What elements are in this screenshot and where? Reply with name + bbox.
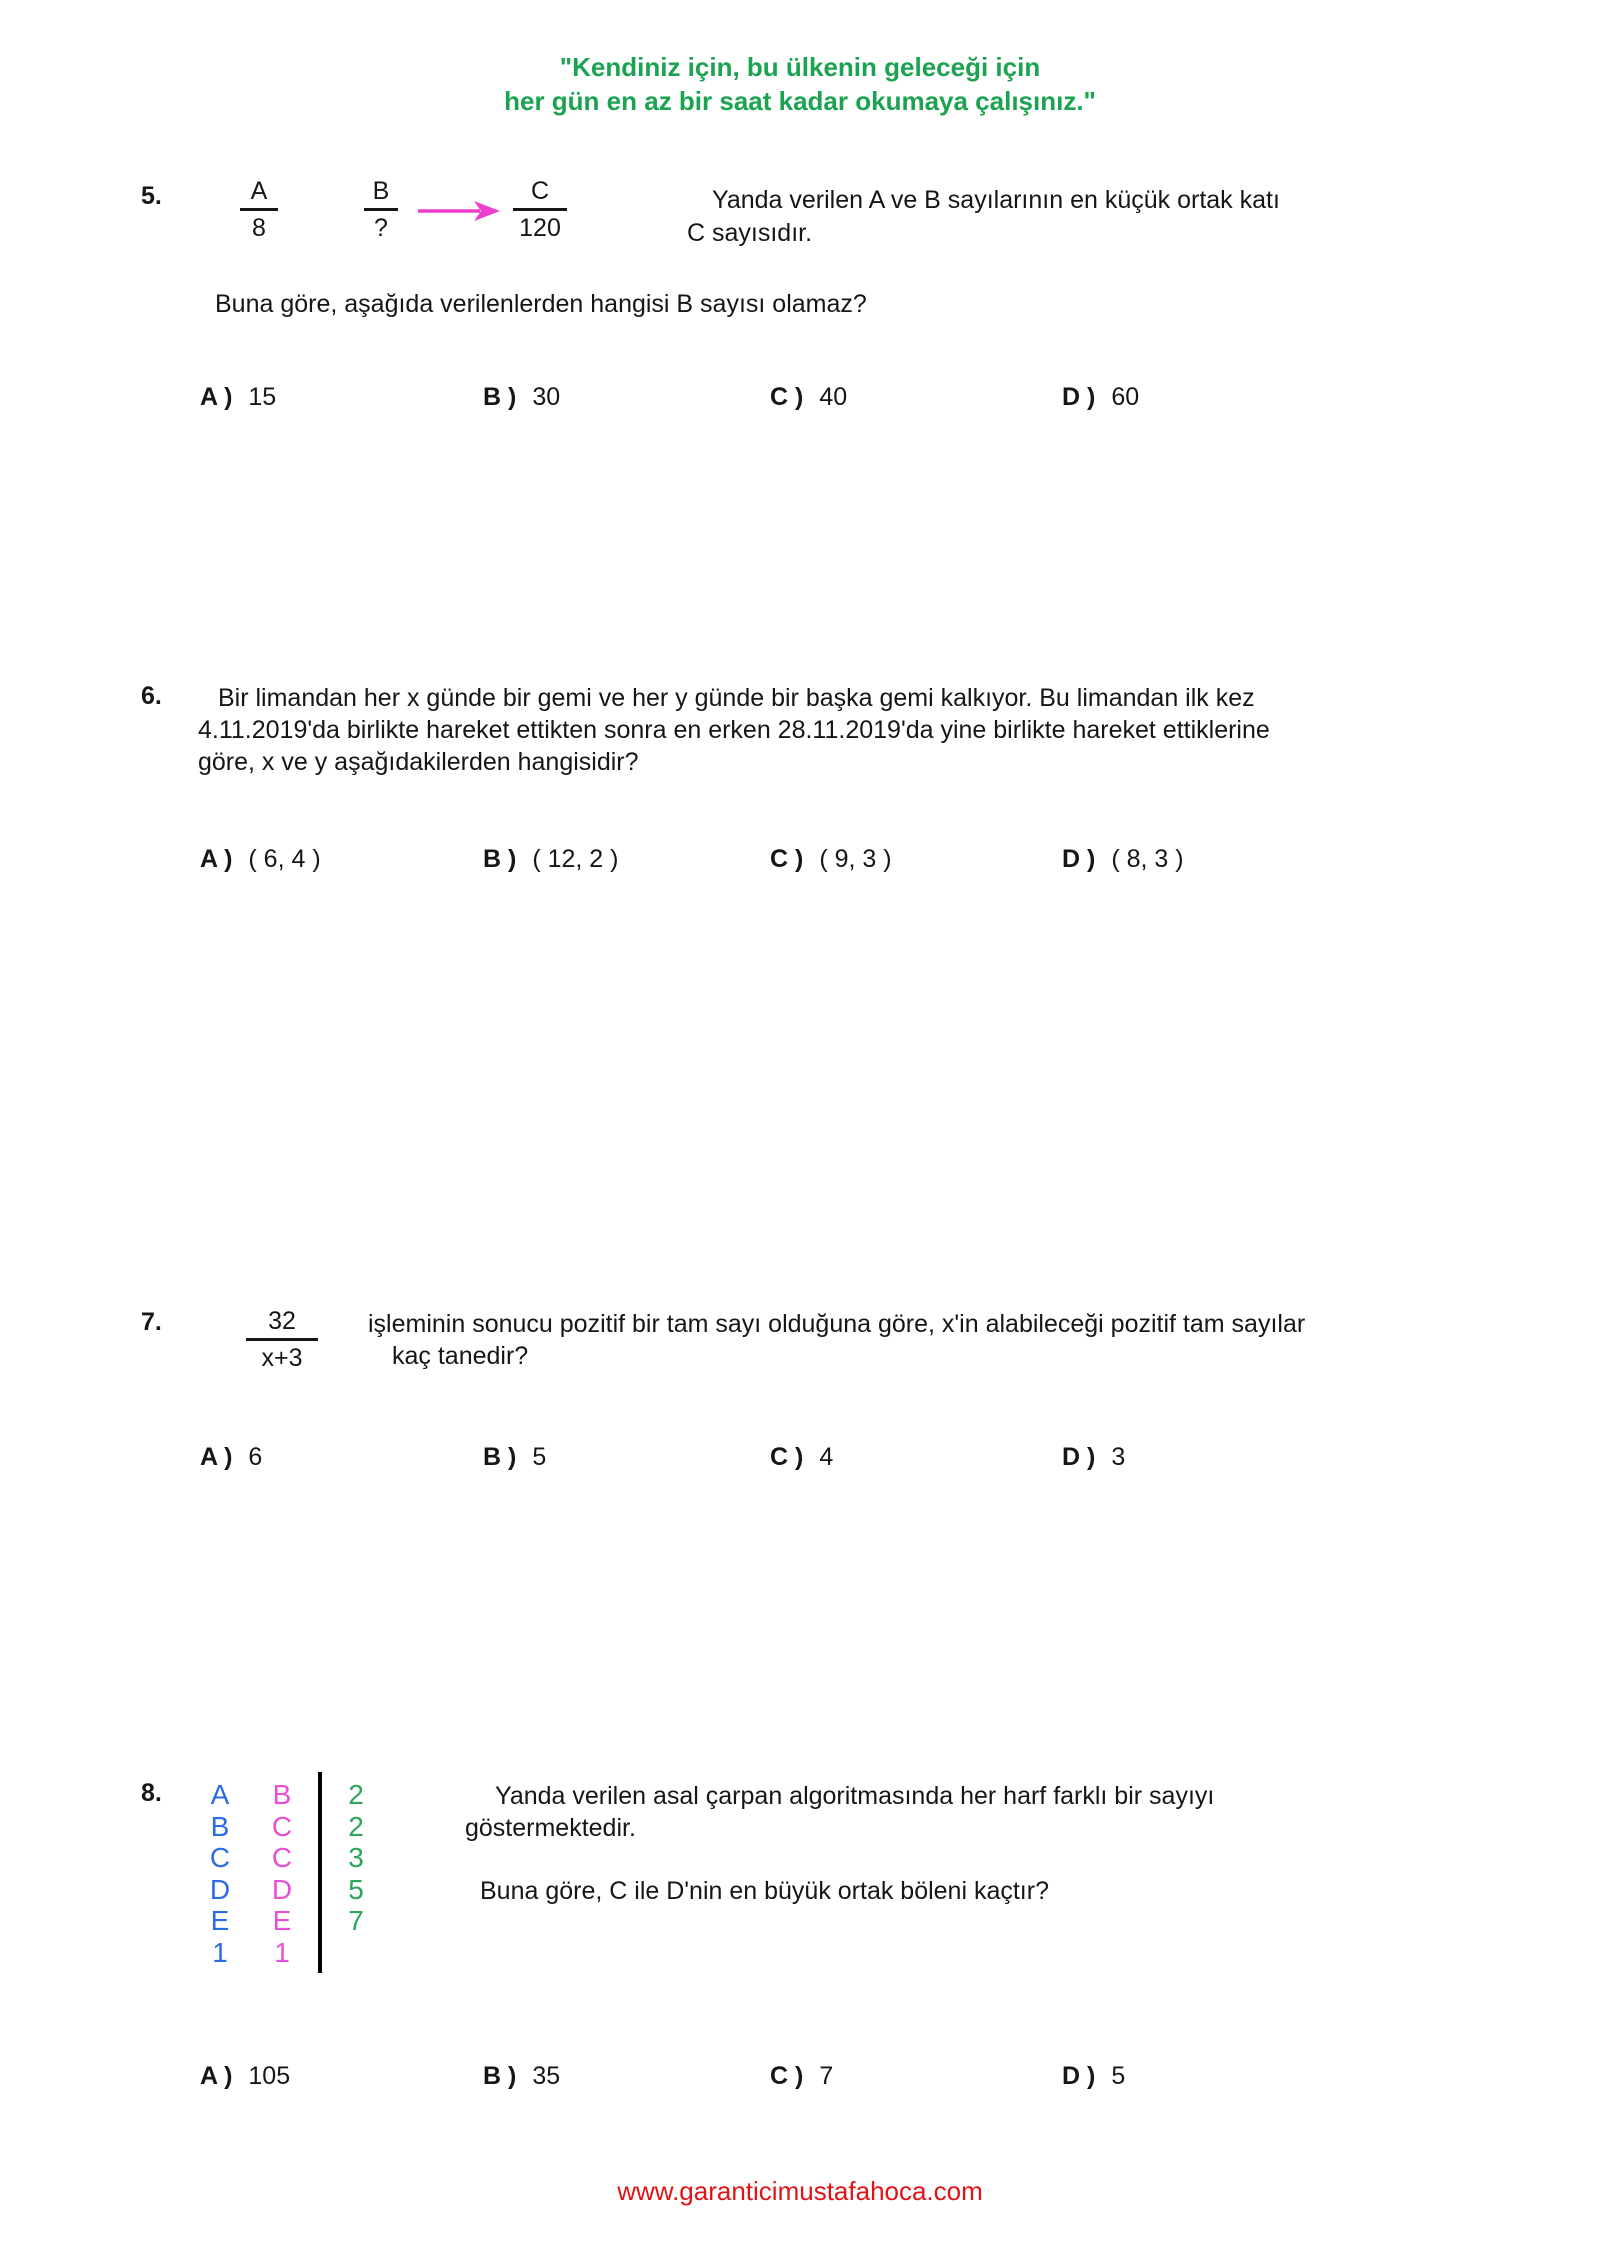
q7-option-a-letter: A )	[200, 1443, 233, 1471]
q7-options-row	[0, 1443, 1600, 1479]
q5-frac1-denominator: 8	[252, 214, 266, 242]
q7-option-b-value: 5	[532, 1443, 547, 1471]
question-8-number: 8.	[141, 1779, 162, 1807]
q8-text-line1: Yanda verilen asal çarpan algoritmasında her harf farklı bir sayıyı	[495, 1782, 1215, 1810]
q6-text-line3: göre, x ve y aşağıdakilerden hangisidir?	[198, 748, 639, 776]
q5-option-a-value: 15	[248, 383, 277, 411]
q7-option-d	[1062, 1443, 1125, 1472]
q6-option-d-letter: D )	[1062, 845, 1096, 873]
q8-algo-middle-row5: E	[272, 1905, 292, 1937]
q7-text-line1: işleminin sonucu pozitif bir tam sayı olduğuna göre, x'in alabileceği pozitif tam sayılar	[368, 1310, 1306, 1338]
q8-option-d-value: 5	[1111, 2062, 1126, 2090]
q5-option-c-value: 40	[819, 383, 848, 411]
q6-text-line1: Bir limandan her x günde bir gemi ve her y günde bir başka gemi kalkıyor. Bu limandan ilk kez	[218, 684, 1255, 712]
q6-option-b	[483, 845, 618, 874]
q8-option-c-value: 7	[819, 2062, 834, 2090]
q6-option-a-value: ( 6, 4 )	[248, 845, 321, 873]
q5-option-b-letter: B )	[483, 383, 517, 411]
q7-option-c-letter: C )	[770, 1443, 804, 1471]
q6-text-line2: 4.11.2019'da birlikte hareket ettikten sonra en erken 28.11.2019'da yine birlikte hareket ettiklerine	[198, 716, 1270, 744]
q8-option-a-value: 105	[248, 2062, 291, 2090]
q7-option-a-value: 6	[248, 1443, 263, 1471]
q8-option-d-letter: D )	[1062, 2062, 1096, 2090]
header-quote-line1: "Kendiniz için, bu ülkenin geleceği için	[559, 52, 1041, 82]
q8-option-b-value: 35	[532, 2062, 561, 2090]
q6-option-c-letter: C )	[770, 845, 804, 873]
q7-option-b-letter: B )	[483, 1443, 517, 1471]
q7-option-d-letter: D )	[1062, 1443, 1096, 1471]
footer-website-url: www.garanticimustafahoca.com	[617, 2176, 983, 2206]
q8-option-b	[483, 2062, 560, 2091]
q6-option-d-value: ( 8, 3 )	[1111, 845, 1184, 873]
q8-option-d	[1062, 2062, 1125, 2091]
q5-frac1-numerator: A	[240, 178, 278, 211]
header-quote	[0, 50, 1600, 118]
q5-question-stem: Buna göre, aşağıda verilenlerden hangisi B sayısı olamaz?	[215, 290, 867, 318]
q5-option-d-letter: D )	[1062, 383, 1096, 411]
q6-option-b-letter: B )	[483, 845, 517, 873]
q8-option-a-letter: A )	[200, 2062, 233, 2090]
q8-algo-left-row1: A	[210, 1779, 230, 1810]
q5-option-c	[770, 383, 847, 412]
q8-algo-middle-row2: C	[271, 1810, 293, 1842]
q6-option-b-value: ( 12, 2 )	[532, 845, 619, 873]
q8-algo-right-row5: 7	[348, 1905, 364, 1937]
q8-algo-middle-row4: D	[271, 1873, 293, 1905]
q8-algo-left-row4: D	[209, 1873, 231, 1905]
q6-option-c-value: ( 9, 3 )	[819, 845, 892, 873]
q5-option-d	[1062, 383, 1139, 412]
q8-algo-right-row4: 5	[348, 1873, 364, 1905]
question-6-number: 6.	[141, 682, 162, 710]
q5-fraction-c-over-120	[513, 178, 567, 243]
q8-algo-right-column	[338, 1779, 374, 1937]
q5-option-a-letter: A )	[200, 383, 233, 411]
q8-options-row	[0, 2062, 1600, 2098]
q5-options-row	[0, 383, 1600, 419]
q7-frac-denominator: x+3	[261, 1344, 303, 1372]
question-5-number: 5.	[141, 182, 162, 210]
q7-option-a	[200, 1443, 262, 1472]
q8-text-line2: göstermektedir.	[465, 1814, 636, 1842]
q7-fraction-32-over-x-plus-3	[246, 1308, 318, 1373]
q8-option-c-letter: C )	[770, 2062, 804, 2090]
q5-side-text-line2: C sayısıdır.	[687, 219, 813, 247]
q8-algo-middle-row6: 1	[274, 1936, 290, 1968]
q5-frac3-denominator: 120	[519, 214, 561, 242]
q8-option-b-letter: B )	[483, 2062, 517, 2090]
q5-option-a	[200, 383, 276, 412]
q7-option-d-value: 3	[1111, 1443, 1126, 1471]
q8-algo-middle-row3: C	[271, 1842, 293, 1874]
q5-frac2-denominator: ?	[374, 214, 388, 242]
q8-algo-right-row2: 2	[348, 1810, 364, 1842]
q7-text-line2: kaç tanedir?	[392, 1342, 529, 1370]
q5-side-text-line1: Yanda verilen A ve B sayılarının en küçük ortak katı	[712, 186, 1280, 214]
q5-frac3-numerator: C	[513, 178, 567, 211]
q5-fraction-a-over-8	[240, 178, 278, 243]
right-arrow-icon	[416, 198, 504, 224]
q6-option-c	[770, 845, 892, 874]
q5-fraction-b-over-question	[364, 178, 398, 243]
q8-algo-middle-row1: B	[272, 1779, 292, 1810]
header-quote-line2: her gün en az bir saat kadar okumaya çalışınız."	[504, 86, 1096, 116]
q6-option-d	[1062, 845, 1184, 874]
q5-option-b-value: 30	[532, 383, 561, 411]
question-7-number: 7.	[141, 1308, 162, 1336]
q5-option-c-letter: C )	[770, 383, 804, 411]
q8-question-stem: Buna göre, C ile D'nin en büyük ortak böleni kaçtır?	[480, 1877, 1049, 1905]
q8-option-a	[200, 2062, 290, 2091]
q7-frac-numerator: 32	[246, 1308, 318, 1341]
q6-option-a-letter: A )	[200, 845, 233, 873]
q8-algo-middle-column	[264, 1779, 300, 1969]
q8-algo-right-row1: 2	[348, 1779, 364, 1810]
q5-option-d-value: 60	[1111, 383, 1140, 411]
q8-algo-divider-line	[318, 1772, 322, 1973]
q7-option-c-value: 4	[819, 1443, 834, 1471]
q7-option-c	[770, 1443, 833, 1472]
q8-algo-left-column	[202, 1779, 238, 1969]
q5-frac2-numerator: B	[364, 178, 398, 211]
q7-option-b	[483, 1443, 546, 1472]
q6-option-a	[200, 845, 321, 874]
q8-algo-right-row3: 3	[348, 1842, 364, 1874]
q8-algo-left-row5: E	[210, 1905, 230, 1937]
q6-options-row	[0, 845, 1600, 881]
q8-option-c	[770, 2062, 833, 2091]
q8-algo-left-row3: C	[209, 1842, 231, 1874]
q5-option-b	[483, 383, 560, 412]
q8-algo-left-row6: 1	[212, 1936, 228, 1968]
q8-algo-left-row2: B	[210, 1810, 230, 1842]
